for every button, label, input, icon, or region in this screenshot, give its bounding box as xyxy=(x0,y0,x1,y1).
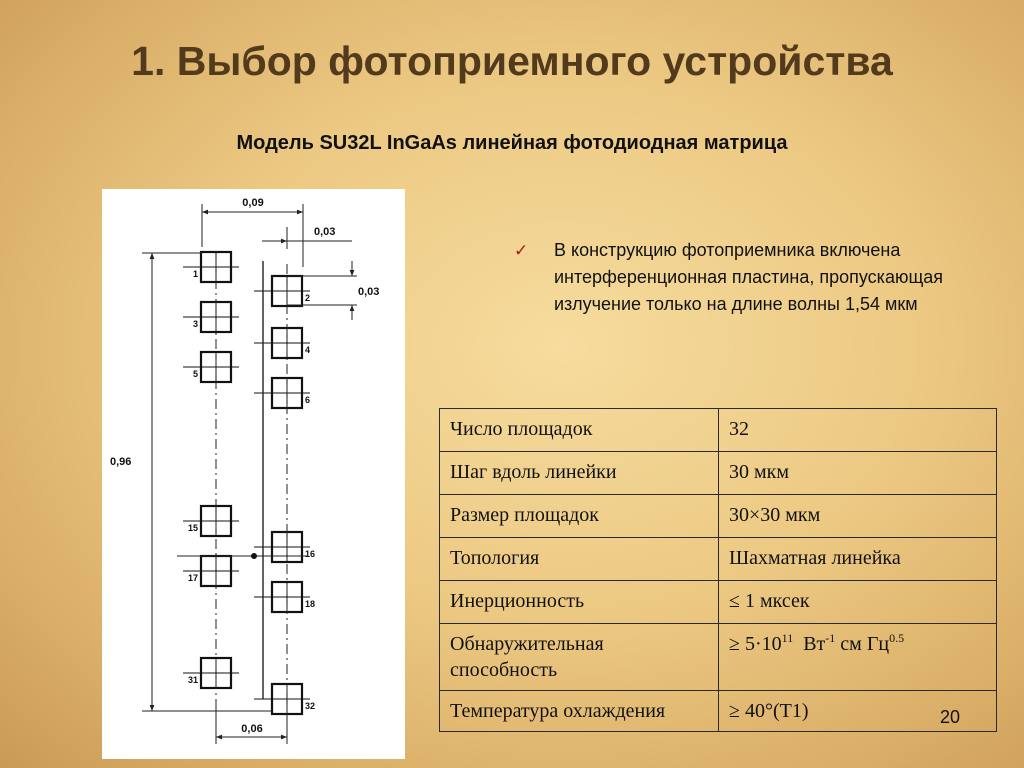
table-cell-value: ≥ 40°(T1) xyxy=(719,691,997,732)
pad-number-label: 17 xyxy=(187,573,198,583)
center-dot xyxy=(251,553,257,559)
table-cell-label: Инерционность xyxy=(440,581,719,624)
detectivity-unit-hz-exponent: 0.5 xyxy=(889,631,905,645)
table-cell-label: Обнаружительная способность xyxy=(440,624,719,691)
pad-number-label: 6 xyxy=(305,395,311,405)
photodiode-pad xyxy=(183,352,239,382)
table-row xyxy=(440,495,997,538)
table-row xyxy=(440,538,997,581)
table-cell-label: Число площадок xyxy=(440,409,719,452)
table-cell-label: Шаг вдоль линейки xyxy=(440,452,719,495)
pad-number-label: 5 xyxy=(192,369,198,379)
table-cell-value: 32 xyxy=(719,409,997,452)
detectivity-unit-w: Вт xyxy=(793,633,826,655)
pad-number-label: 1 xyxy=(192,269,198,279)
photodiode-pad xyxy=(183,302,239,332)
bullet-text: В конструкцию фотоприемника включена интерференционная пластина, пропускающая излучение только на длине волны 1,54 мкм xyxy=(554,240,944,314)
table-row xyxy=(440,691,997,732)
checkmark-icon: ✓ xyxy=(514,241,529,260)
table-cell-value: Шахматная линейка xyxy=(719,538,997,581)
detectivity-exponent: 11 xyxy=(781,631,794,645)
pad-number-label: 4 xyxy=(305,345,311,355)
table-cell-value: ≤ 1 мксек xyxy=(719,581,997,624)
pad-number-label: 3 xyxy=(192,319,198,329)
pad-number-label: 15 xyxy=(187,523,198,533)
detectivity-unit-rest: см Гц xyxy=(835,633,890,655)
dim-top-width-label: 0,09 xyxy=(242,197,264,209)
page-number: 20 xyxy=(939,707,961,727)
photodiode-pad xyxy=(183,252,239,282)
table-cell-label: Топология xyxy=(440,538,719,581)
pad-number-label: 31 xyxy=(187,675,198,685)
specs-table xyxy=(439,408,997,732)
pad-number-label: 18 xyxy=(305,599,316,609)
pad-number-label: 16 xyxy=(305,549,316,559)
table-cell-value: 30 мкм xyxy=(719,452,997,495)
table-row xyxy=(440,409,997,452)
table-cell-value xyxy=(719,624,997,691)
table-row xyxy=(440,452,997,495)
table-cell-label: Размер площадок xyxy=(440,495,719,538)
table-cell-value: 30×30 мкм xyxy=(719,495,997,538)
page-subtitle: Модель SU32L InGaAs линейная фотодиодная матрица xyxy=(236,132,788,154)
table-cell-label: Температура охлаждения xyxy=(440,691,719,732)
pad-number-label: 32 xyxy=(305,701,316,711)
dim-bottom-width-label: 0,06 xyxy=(241,723,263,735)
table-row xyxy=(440,581,997,624)
detectivity-unit-w-exponent: -1 xyxy=(825,631,836,645)
photodiode-array-diagram xyxy=(102,189,405,759)
pad-number-label: 2 xyxy=(305,293,311,303)
dim-total-length-label: 0,96 xyxy=(110,456,132,468)
dim-offset-label: 0,03 xyxy=(314,226,336,238)
table-row xyxy=(440,624,997,691)
diagram-svg xyxy=(102,189,405,759)
dim-pitch-label: 0,03 xyxy=(358,286,380,298)
detectivity-value: ≥ 5·10 xyxy=(729,633,782,655)
page-title: 1. Выбор фотоприемного устройства xyxy=(131,38,893,84)
